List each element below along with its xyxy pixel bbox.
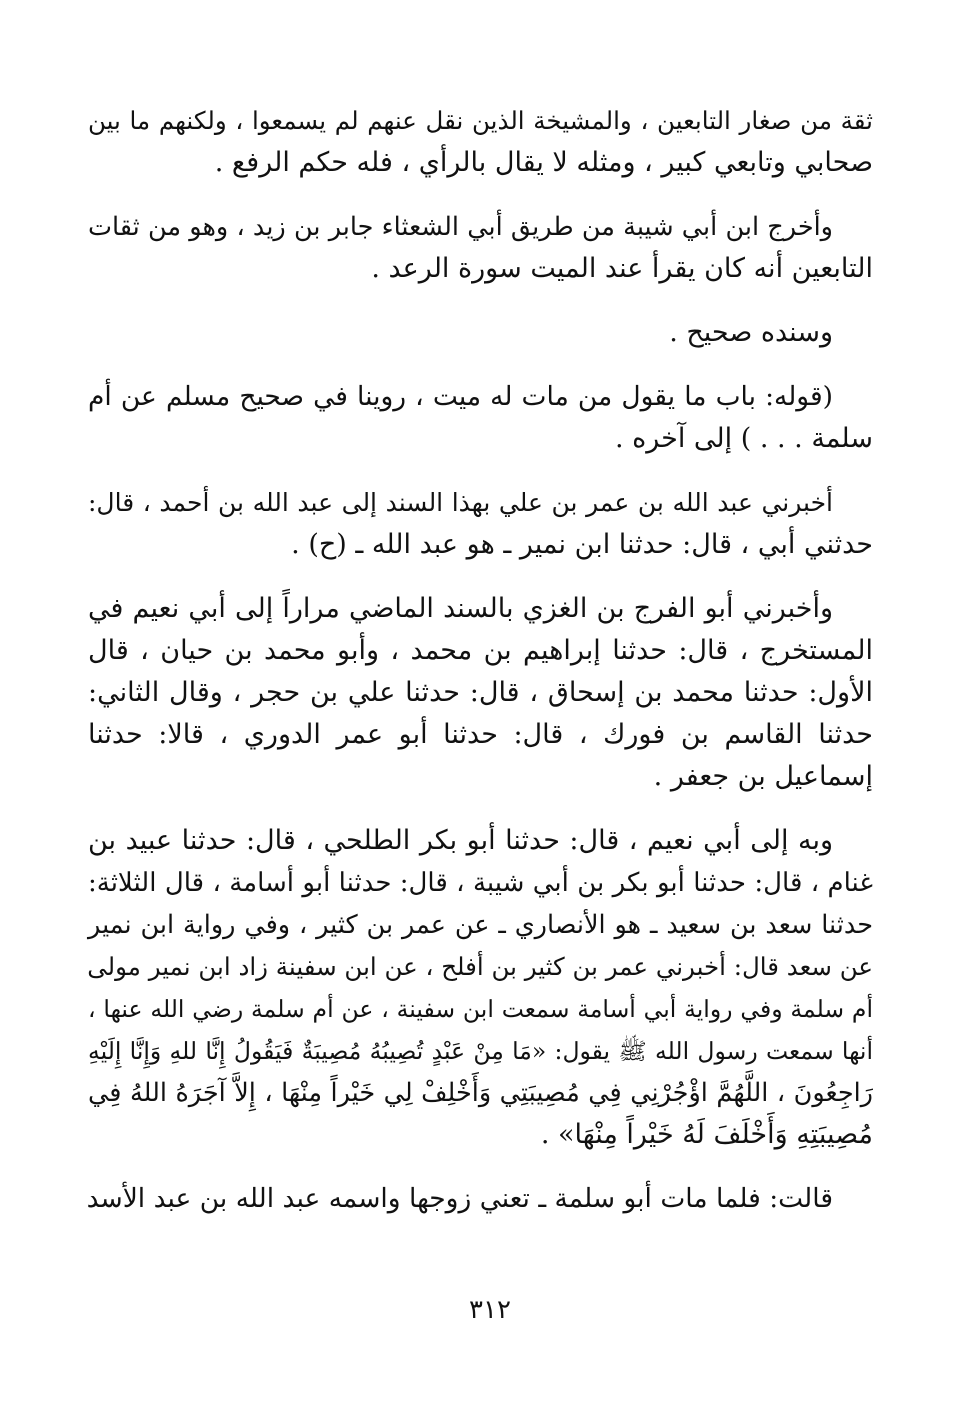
text-line: وأخرج ابن أبي شيبة من طريق أبي الشعثاء جابر بن زيد ، وهو من ثقات [88, 212, 833, 242]
text-line: مُصِيبَتِهِ وَأَخْلَفَ لَهُ خَيْراً مِنْهَا» . [540, 1119, 873, 1150]
paragraph [88, 1178, 873, 1220]
text-line: رَاجِعُونَ ، اللَّهُمَّ اؤْجُرْنِي فِي مُصِيبَتِي وَأَخْلِفْ لِي خَيْراً مِنْهَا ، إِلاَّ آجَرَهُ اللهُ فِي [88, 1078, 873, 1108]
text-line: حدثني أبي ، قال: حدثنا ابن نمير ـ هو عبد الله ـ (ح) . [291, 529, 873, 560]
paragraph [88, 588, 873, 798]
text-line: (قوله: باب ما يقول من مات له ميت ، روينا في صحيح مسلم عن أم [88, 381, 833, 412]
text-line: المستخرج ، قال: حدثنا إبراهيم بن محمد ، وأبو محمد بن حيان ، قال [88, 635, 873, 666]
text-line: غنام ، قال: حدثنا أبو بكر بن أبي شيبة ، قال: حدثنا أبو أسامة ، قال الثلاثة: [88, 868, 873, 898]
text-line: وبه إلى أبي نعيم ، قال: حدثنا أبو بكر الطلحي ، قال: حدثنا عبيد بن [88, 825, 833, 856]
text-line: أخبرني عبد الله بن عمر بن علي بهذا السند إلى عبد الله بن أحمد ، قال: [88, 488, 833, 517]
paragraph [88, 206, 873, 290]
page-number: ٣١٢ [469, 1295, 511, 1325]
paragraph [88, 312, 873, 354]
text-line: صحابي وتابعي كبير ، ومثله لا يقال بالرأي ، فله حكم الرفع . [214, 147, 873, 178]
text-line: أنها سمعت رسول الله ﷺ يقول: «مَا مِنْ عَبْدٍ تُصِيبُهُ مُصِيبَةٌ فَيَقُولُ إِنَّا للهِ وَإِنَّا إِلَيْهِ [88, 1037, 873, 1065]
text-line: الأول: حدثنا محمد بن إسحاق ، قال: حدثنا علي بن حجر ، وقال الثاني: [88, 677, 873, 708]
text-line: سلمة . . . ) إلى آخره . [614, 423, 873, 454]
paragraph [88, 820, 873, 1156]
text-line: حدثنا سعد بن سعيد ـ هو الأنصاري ـ عن عمر بن كثير ، وفي رواية ابن نمير [88, 910, 873, 940]
text-line: إسماعيل بن جعفر . [653, 761, 873, 792]
text-line: التابعين أنه كان يقرأ عند الميت سورة الرعد . [371, 253, 873, 284]
text-line: أم سلمة وفي رواية أبي أسامة سمعت ابن سفينة ، عن أم سلمة رضي الله عنها ، [88, 995, 873, 1023]
text-line: وأخبرني أبو الفرج بن الغزي بالسند الماضي مراراً إلى أبي نعيم في [88, 593, 833, 624]
text-line: وسنده صحيح . [669, 317, 833, 348]
paragraph [88, 482, 873, 566]
text-line: قالت: فلما مات أبو سلمة ـ تعني زوجها واسمه عبد الله بن عبد الأسد [86, 1183, 833, 1214]
paragraph [88, 100, 873, 184]
text-line: عن سعد قال: أخبرني عمر بن كثير بن أفلح ، عن ابن سفينة زاد ابن نمير مولى [87, 952, 873, 981]
text-line: حدثنا القاسم بن فورك ، قال: حدثنا أبو عمر الدوري ، قالا: حدثنا [88, 719, 873, 750]
text-line: ثقة من صغار التابعين ، والمشيخة الذين نقل عنهم لم يسمعوا ، ولكنهم ما بين [88, 106, 873, 135]
page-body [88, 100, 873, 1242]
paragraph [88, 376, 873, 460]
